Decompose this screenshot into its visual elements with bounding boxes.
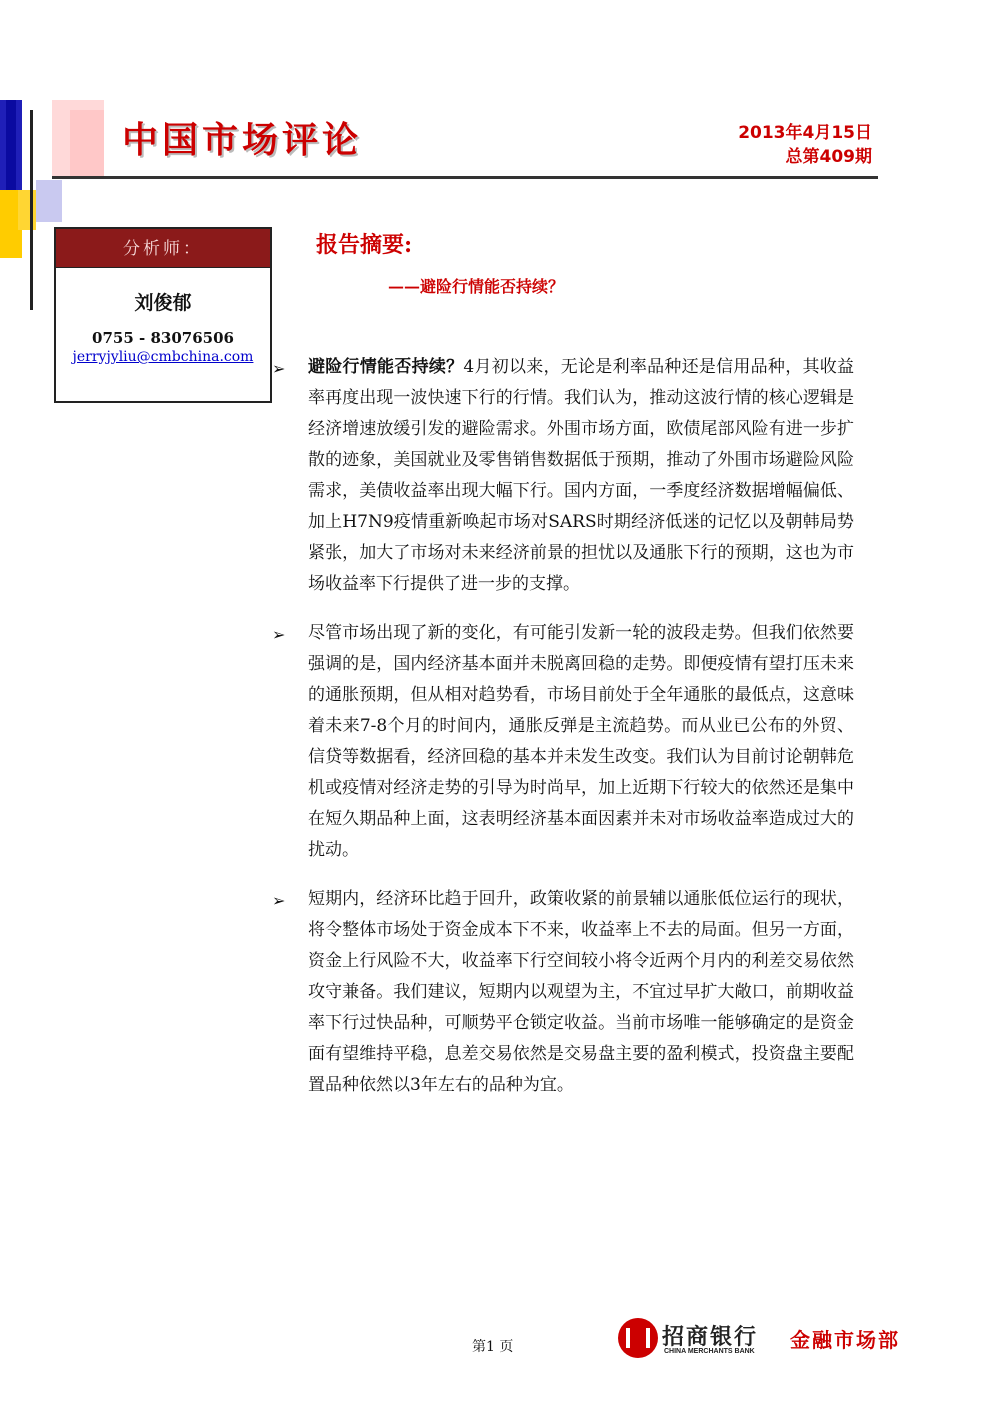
analyst-email-link[interactable]: jerryjyliu@cmbchina.com — [72, 349, 254, 365]
bank-name-en: CHINA MERCHANTS BANK — [664, 1348, 755, 1355]
summary-subtitle: ——避险行情能否持续？ — [388, 277, 565, 296]
bullet-text — [308, 352, 854, 600]
bullet-body: 尽管市场出现了新的变化，有可能引发新一轮的波段走势。但我们依然要强调的是，国内经济基本面并未脱离回稳的走势。即便疫情有望打压未来的通胀预期，但从相对趋势看，市场目前处于全年通胀的最低点，这意味着未来7-8个月的时间内，通胀反弹是主流趋势。而从业已公布的外贸、信贷等数据看，经济回稳的基本并未发生改变。我们认为目前讨论朝韩危机或疫情对经济走势的引导为时尚早，加上近期下行较大的依然还是集中在短久期品种上面，这表明经济基本面因素并未对市场收益率造成过大的扰动。 — [308, 623, 854, 860]
bullet-list — [272, 352, 854, 1119]
bank-logo — [618, 1318, 918, 1366]
bullet-body: 4月初以来，无论是利率品种还是信用品种，其收益率再度出现一波快速下行的行情。我们认为，推动这波行情的核心逻辑是经济增速放缓引发的避险需求。外围市场方面，欧债尾部风险有进一步扩散的迹象，美国就业及零售销售数据低于预期，推动了外围市场避险风险需求，美债收益率出现大幅下行。国内方面，一季度经济数据增幅偏低、加上H7N9疫情重新唤起市场对SARS时期经济低迷的记忆以及朝韩局势紧张，加大了市场对未来经济前景的担忧以及通胀下行的预期，这也为市场收益率下行提供了进一步的支撑。 — [308, 357, 854, 594]
header-decoration-pink-inner — [70, 110, 104, 176]
bullet-lead: 避险行情能否持续？ — [308, 357, 464, 377]
arrow-bullet-icon: ➢ — [272, 891, 286, 910]
analyst-phone: 0755 - 83076506 — [92, 329, 234, 347]
bullet-item — [272, 618, 854, 866]
analyst-heading: 分析师： — [56, 229, 270, 268]
header-decoration-lightblue — [36, 180, 62, 222]
report-issue: 总第409期 — [785, 147, 872, 167]
report-title: 中国市场评论 — [122, 120, 363, 161]
header-decoration-yellow-right — [18, 190, 36, 230]
summary-title: 报告摘要: — [316, 232, 413, 258]
bullet-text — [308, 618, 854, 866]
arrow-bullet-icon: ➢ — [272, 359, 286, 378]
arrow-bullet-icon: ➢ — [272, 625, 286, 644]
bullet-text — [308, 884, 854, 1101]
bullet-item — [272, 352, 854, 600]
bullet-item — [272, 884, 854, 1101]
header-horizontal-rule — [52, 176, 878, 179]
china-merchants-bank-logo-icon — [618, 1318, 658, 1358]
analyst-box — [54, 227, 272, 403]
report-date: 2013年4月15日 — [738, 123, 872, 143]
header-decoration-blue-inner — [6, 100, 16, 195]
page-number: 第1 页 — [472, 1339, 514, 1355]
report-date-block — [738, 121, 872, 169]
analyst-name: 刘俊郁 — [134, 292, 192, 314]
header-vertical-rule — [30, 110, 33, 310]
department-name: 金融市场部 — [790, 1328, 900, 1352]
bullet-body: 短期内，经济环比趋于回升，政策收紧的前景辅以通胀低位运行的现状，将令整体市场处于资金成本下不来，收益率上不去的局面。但另一方面，资金上行风险不大，收益率下行空间较小将令近两个月内的利差交易依然攻守兼备。我们建议，短期内以观望为主，不宜过早扩大敞口，前期收益率下行过快品种，可顺势平仓锁定收益。当前市场唯一能够确定的是资金面有望维持平稳，息差交易依然是交易盘主要的盈利模式，投资盘主要配置品种依然以3年左右的品种为宜。 — [308, 889, 854, 1095]
bank-name-cn: 招商银行 — [662, 1325, 759, 1350]
